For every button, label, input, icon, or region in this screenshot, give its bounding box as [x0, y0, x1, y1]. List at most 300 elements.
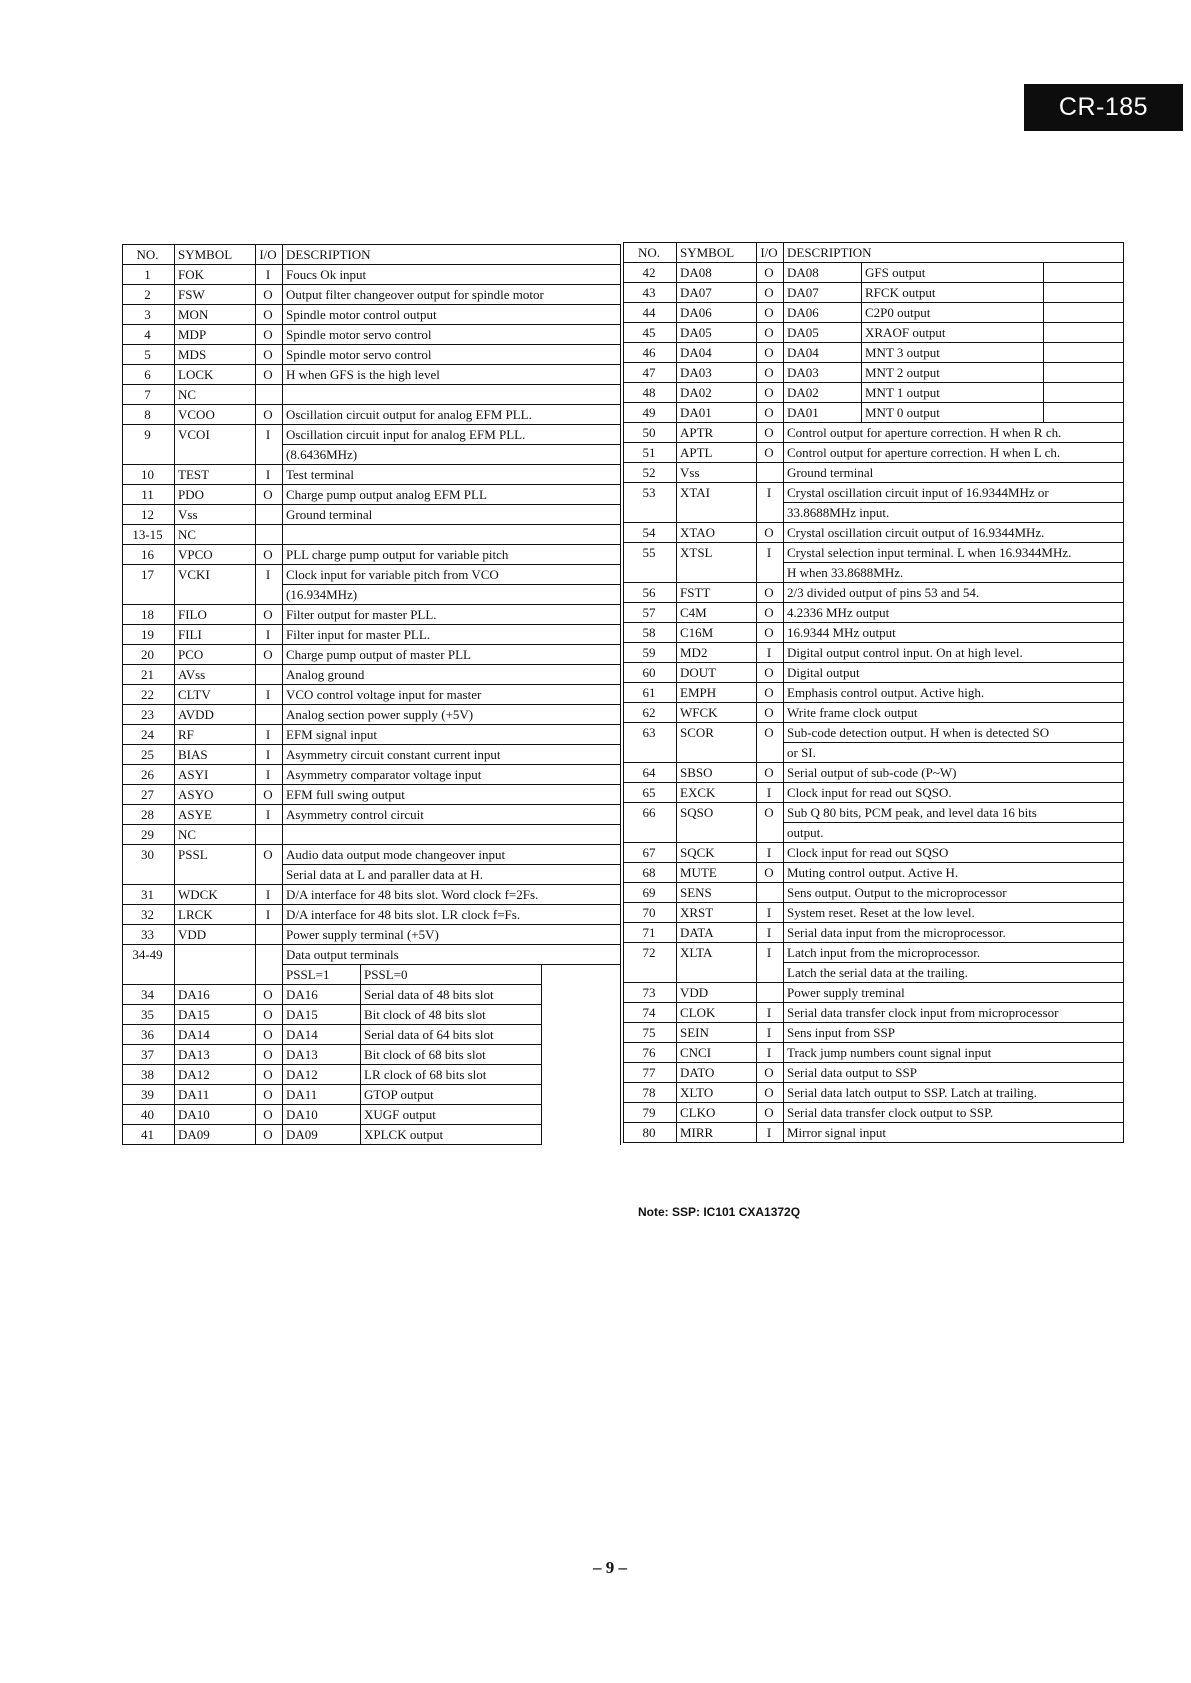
pin-io: O	[757, 363, 784, 383]
pin-number: 74	[624, 1003, 677, 1023]
pin-symbol: DA05	[677, 323, 757, 343]
pin-symbol: SBSO	[677, 763, 757, 783]
pin-number: 55	[624, 543, 677, 583]
pin-symbol: DA09	[175, 1125, 256, 1145]
pin-io	[757, 883, 784, 903]
blank-cell	[542, 1045, 621, 1065]
pin-number: 69	[624, 883, 677, 903]
pin-description: Serial data transfer clock input from microprocessor	[784, 1003, 1124, 1023]
pin-symbol: DA10	[175, 1105, 256, 1125]
pin-description: Foucs Ok input	[283, 265, 621, 285]
pin-symbol: DA16	[175, 985, 256, 1005]
pin-description: System reset. Reset at the low level.	[784, 903, 1124, 923]
table-row	[624, 643, 1124, 663]
pin-description: EFM signal input	[283, 725, 621, 745]
pin-io: O	[757, 283, 784, 303]
pin-io	[256, 825, 283, 845]
pin-io: I	[757, 1043, 784, 1063]
table-row	[123, 565, 621, 585]
blank-cell	[542, 1025, 621, 1045]
pin-io: O	[256, 645, 283, 665]
pin-description: Latch input from the microprocessor.	[784, 943, 1124, 963]
table-row	[123, 805, 621, 825]
pin-description-cont: 33.8688MHz input.	[784, 503, 1124, 523]
pin-description: Serial data transfer clock output to SSP.	[784, 1103, 1124, 1123]
pin-number: 77	[624, 1063, 677, 1083]
pssl0-value: MNT 0 output	[862, 403, 1044, 423]
pin-number: 24	[123, 725, 175, 745]
pin-number: 37	[123, 1045, 175, 1065]
header-symbol: SYMBOL	[677, 243, 757, 263]
pin-description: Serial output of sub-code (P~W)	[784, 763, 1124, 783]
pin-io: I	[757, 643, 784, 663]
table-row	[624, 923, 1124, 943]
pin-symbol: CNCI	[677, 1043, 757, 1063]
pin-io	[256, 945, 283, 985]
pin-number: 4	[123, 325, 175, 345]
table-row	[123, 605, 621, 625]
pssl1-value: DA06	[784, 303, 862, 323]
pin-description: Digital output control input. On at high level.	[784, 643, 1124, 663]
table-row	[624, 1083, 1124, 1103]
pin-symbol: DA13	[175, 1045, 256, 1065]
pssl0-value: Serial data of 64 bits slot	[361, 1025, 542, 1045]
pin-number: 61	[624, 683, 677, 703]
pin-io: O	[757, 1063, 784, 1083]
pin-symbol: MON	[175, 305, 256, 325]
pin-description: Clock input for variable pitch from VCO	[283, 565, 621, 585]
pin-io	[757, 463, 784, 483]
pin-symbol: VCOO	[175, 405, 256, 425]
pssl1-header: PSSL=1	[283, 965, 361, 985]
pin-number: 63	[624, 723, 677, 763]
page-number: – 9 –	[593, 1558, 627, 1577]
pin-table-right	[623, 242, 1124, 1143]
pin-number: 50	[624, 423, 677, 443]
pin-description: Oscillation circuit output for analog EFM PLL.	[283, 405, 621, 425]
pin-io: I	[757, 903, 784, 923]
pin-symbol: XTSL	[677, 543, 757, 583]
pin-symbol: ASYO	[175, 785, 256, 805]
table-row	[624, 483, 1124, 503]
pin-number: 48	[624, 383, 677, 403]
pin-io: O	[256, 1065, 283, 1085]
table-row	[624, 363, 1124, 383]
pin-description: PLL charge pump output for variable pitch	[283, 545, 621, 565]
header-io: I/O	[256, 245, 283, 265]
pin-io: O	[256, 605, 283, 625]
pin-number: 54	[624, 523, 677, 543]
table-row	[123, 485, 621, 505]
pin-number: 52	[624, 463, 677, 483]
pin-description: Serial data output to SSP	[784, 1063, 1124, 1083]
pssl1-value: DA13	[283, 1045, 361, 1065]
pin-table-right-body	[624, 263, 1124, 1143]
table-row	[123, 825, 621, 845]
pin-description: Crystal oscillation circuit input of 16.9344MHz or	[784, 483, 1124, 503]
header-symbol: SYMBOL	[175, 245, 256, 265]
pin-io: O	[757, 423, 784, 443]
pin-number: 73	[624, 983, 677, 1003]
pin-number: 58	[624, 623, 677, 643]
blank-cell	[542, 1105, 621, 1125]
pin-description: Control output for aperture correction. H when R ch.	[784, 423, 1124, 443]
table-header	[624, 243, 1124, 263]
pin-io: O	[757, 723, 784, 763]
pin-io: I	[757, 1123, 784, 1143]
pin-description: Power supply treminal	[784, 983, 1124, 1003]
pssl1-value: DA16	[283, 985, 361, 1005]
pin-table-left-body	[123, 265, 621, 1145]
table-row	[123, 385, 621, 405]
pin-number: 71	[624, 923, 677, 943]
pin-io: I	[757, 483, 784, 523]
table-row	[624, 883, 1124, 903]
pin-io: O	[256, 845, 283, 885]
pin-description: D/A interface for 48 bits slot. Word clock f=2Fs.	[283, 885, 621, 905]
pin-io: I	[757, 1023, 784, 1043]
pin-io	[256, 385, 283, 405]
table-row	[624, 323, 1124, 343]
pin-io: O	[757, 383, 784, 403]
pin-number: 72	[624, 943, 677, 983]
pin-description: Sub-code detection output. H when is detected SO	[784, 723, 1124, 743]
table-row	[624, 1023, 1124, 1043]
pin-number: 38	[123, 1065, 175, 1085]
pin-number: 43	[624, 283, 677, 303]
pin-io: I	[256, 265, 283, 285]
table-row	[123, 265, 621, 285]
blank-cell	[1044, 343, 1124, 363]
pssl1-value: DA12	[283, 1065, 361, 1085]
pssl0-value: XUGF output	[361, 1105, 542, 1125]
pin-number: 27	[123, 785, 175, 805]
blank-cell	[542, 1065, 621, 1085]
pin-io	[256, 705, 283, 725]
pin-number: 36	[123, 1025, 175, 1045]
table-row	[624, 763, 1124, 783]
table-row	[123, 925, 621, 945]
pin-number: 47	[624, 363, 677, 383]
table-row	[624, 1043, 1124, 1063]
pin-description: Mirror signal input	[784, 1123, 1124, 1143]
pin-number: 20	[123, 645, 175, 665]
pin-number: 9	[123, 425, 175, 465]
pin-description: Spindle motor servo control	[283, 325, 621, 345]
pin-io: O	[757, 623, 784, 643]
pin-symbol: MDP	[175, 325, 256, 345]
pin-io: O	[256, 1005, 283, 1025]
header-description: DESCRIPTION	[283, 245, 621, 265]
pssl1-value: DA02	[784, 383, 862, 403]
pin-symbol: XTAI	[677, 483, 757, 523]
data-block-title-row	[123, 945, 621, 965]
table-row	[123, 745, 621, 765]
table-row	[624, 1103, 1124, 1123]
pin-io: O	[757, 1083, 784, 1103]
pin-description: Power supply terminal (+5V)	[283, 925, 621, 945]
pin-symbol: MIRR	[677, 1123, 757, 1143]
pin-io: O	[256, 1125, 283, 1145]
pin-symbol: ASYE	[175, 805, 256, 825]
table-row	[123, 625, 621, 645]
pin-description: 4.2336 MHz output	[784, 603, 1124, 623]
table-row	[123, 685, 621, 705]
pssl0-header: PSSL=0	[361, 965, 542, 985]
table-row	[624, 403, 1124, 423]
table-row	[624, 803, 1124, 823]
pin-number: 6	[123, 365, 175, 385]
pin-number: 66	[624, 803, 677, 843]
pin-description: Asymmetry comparator voltage input	[283, 765, 621, 785]
pin-io: I	[256, 465, 283, 485]
pin-io: O	[757, 763, 784, 783]
pin-number: 64	[624, 763, 677, 783]
pin-description: Clock input for read out SQSO	[784, 843, 1124, 863]
table-row	[624, 903, 1124, 923]
table-row	[624, 543, 1124, 563]
pin-description: Test terminal	[283, 465, 621, 485]
pin-io: O	[757, 683, 784, 703]
table-row	[123, 365, 621, 385]
pin-number: 28	[123, 805, 175, 825]
blank-cell	[1044, 303, 1124, 323]
pin-io: O	[757, 323, 784, 343]
table-row	[123, 1005, 621, 1025]
table-row	[624, 303, 1124, 323]
pin-number: 75	[624, 1023, 677, 1043]
pin-number: 65	[624, 783, 677, 803]
pin-description-cont: (16.934MHz)	[283, 585, 621, 605]
pin-description: Filter input for master PLL.	[283, 625, 621, 645]
table-row	[624, 863, 1124, 883]
pin-symbol: VCKI	[175, 565, 256, 605]
pin-description: Sens output. Output to the microprocessor	[784, 883, 1124, 903]
pin-number: 44	[624, 303, 677, 323]
pin-number: 40	[123, 1105, 175, 1125]
pin-io: O	[256, 365, 283, 385]
pin-io: O	[757, 663, 784, 683]
table-row	[624, 523, 1124, 543]
pin-io: O	[757, 523, 784, 543]
ssp-note: Note: SSP: IC101 CXA1372Q	[638, 1205, 801, 1219]
pin-number: 5	[123, 345, 175, 365]
pin-symbol: EXCK	[677, 783, 757, 803]
pssl0-value: GTOP output	[361, 1085, 542, 1105]
pin-number: 31	[123, 885, 175, 905]
pin-io: O	[757, 583, 784, 603]
pin-description: Digital output	[784, 663, 1124, 683]
pin-description-cont: Serial data at L and paraller data at H.	[283, 865, 621, 885]
pin-description: Sub Q 80 bits, PCM peak, and level data 16 bits	[784, 803, 1124, 823]
pin-io: I	[256, 745, 283, 765]
pin-number: 21	[123, 665, 175, 685]
pin-symbol: LOCK	[175, 365, 256, 385]
pin-description: Sens input from SSP	[784, 1023, 1124, 1043]
pin-number: 30	[123, 845, 175, 885]
table-row	[123, 325, 621, 345]
pin-symbol: DA06	[677, 303, 757, 323]
pin-description: VCO control voltage input for master	[283, 685, 621, 705]
table-row	[624, 583, 1124, 603]
pin-symbol: C4M	[677, 603, 757, 623]
pin-number: 26	[123, 765, 175, 785]
table-row	[123, 845, 621, 865]
pin-io: I	[757, 923, 784, 943]
pin-number: 33	[123, 925, 175, 945]
pin-symbol: CLKO	[677, 1103, 757, 1123]
table-row	[624, 1003, 1124, 1023]
pin-description: Audio data output mode changeover input	[283, 845, 621, 865]
pin-symbol: FOK	[175, 265, 256, 285]
table-row	[624, 723, 1124, 743]
pin-number: 34	[123, 985, 175, 1005]
table-row	[123, 425, 621, 445]
blank-cell	[542, 1085, 621, 1105]
pin-symbol: SCOR	[677, 723, 757, 763]
pin-io	[256, 665, 283, 685]
pin-number: 68	[624, 863, 677, 883]
pin-number: 45	[624, 323, 677, 343]
pssl1-value: DA01	[784, 403, 862, 423]
blank-cell	[542, 985, 621, 1005]
pin-io	[256, 925, 283, 945]
pin-io: O	[757, 803, 784, 843]
pin-number: 41	[123, 1125, 175, 1145]
header-description: DESCRIPTION	[784, 243, 1124, 263]
pin-symbol: FSTT	[677, 583, 757, 603]
pin-description: 16.9344 MHz output	[784, 623, 1124, 643]
table-row	[624, 1063, 1124, 1083]
pin-io: O	[256, 285, 283, 305]
pin-description: Filter output for master PLL.	[283, 605, 621, 625]
table-row	[624, 983, 1124, 1003]
pin-symbol: TEST	[175, 465, 256, 485]
pin-description: Analog section power supply (+5V)	[283, 705, 621, 725]
table-row	[123, 545, 621, 565]
table-row	[624, 703, 1124, 723]
table-row	[624, 843, 1124, 863]
pin-symbol: LRCK	[175, 905, 256, 925]
blank-cell	[542, 965, 621, 985]
pin-io: I	[256, 765, 283, 785]
pin-symbol: APTL	[677, 443, 757, 463]
table-row	[123, 645, 621, 665]
pin-io	[256, 525, 283, 545]
blank-cell	[1044, 263, 1124, 283]
table-row	[123, 1025, 621, 1045]
pssl0-value: XPLCK output	[361, 1125, 542, 1145]
pin-io: O	[757, 603, 784, 623]
pin-number: 57	[624, 603, 677, 623]
pin-description: 2/3 divided output of pins 53 and 54.	[784, 583, 1124, 603]
pin-io: I	[256, 905, 283, 925]
header-io: I/O	[757, 243, 784, 263]
pin-symbol: FSW	[175, 285, 256, 305]
pin-number: 60	[624, 663, 677, 683]
pin-symbol: VCOI	[175, 425, 256, 465]
pin-symbol: VDD	[175, 925, 256, 945]
pin-symbol: EMPH	[677, 683, 757, 703]
table-row	[123, 345, 621, 365]
pin-io: O	[256, 325, 283, 345]
pin-description	[283, 525, 621, 545]
pin-io: I	[256, 685, 283, 705]
pssl0-value: Serial data of 48 bits slot	[361, 985, 542, 1005]
pin-description	[283, 385, 621, 405]
pin-io: I	[256, 805, 283, 825]
pin-io: I	[256, 625, 283, 645]
pin-number: 10	[123, 465, 175, 485]
pin-io: I	[757, 783, 784, 803]
pin-description: Track jump numbers count signal input	[784, 1043, 1124, 1063]
table-row	[624, 663, 1124, 683]
pin-number: 12	[123, 505, 175, 525]
pssl0-value: RFCK output	[862, 283, 1044, 303]
table-row	[123, 1065, 621, 1085]
pin-description-cont: (8.6436MHz)	[283, 445, 621, 465]
pin-number: 67	[624, 843, 677, 863]
pin-symbol: BIAS	[175, 745, 256, 765]
pin-io: O	[757, 403, 784, 423]
table-row	[123, 505, 621, 525]
table-row	[123, 725, 621, 745]
pin-symbol: Vss	[677, 463, 757, 483]
pin-symbol: MUTE	[677, 863, 757, 883]
pin-description-cont: output.	[784, 823, 1124, 843]
table-row	[624, 343, 1124, 363]
pin-number: 79	[624, 1103, 677, 1123]
pin-number: 18	[123, 605, 175, 625]
pin-symbol: DA04	[677, 343, 757, 363]
pin-number: 3	[123, 305, 175, 325]
pin-description-cont: or SI.	[784, 743, 1124, 763]
pin-symbol: C16M	[677, 623, 757, 643]
pin-number: 8	[123, 405, 175, 425]
pin-symbol: XTAO	[677, 523, 757, 543]
pssl1-value: DA03	[784, 363, 862, 383]
pin-symbol: MDS	[175, 345, 256, 365]
pssl1-value: DA05	[784, 323, 862, 343]
table-row	[624, 263, 1124, 283]
pin-symbol: FILI	[175, 625, 256, 645]
pin-number: 1	[123, 265, 175, 285]
pin-number: 16	[123, 545, 175, 565]
table-row	[123, 705, 621, 725]
pin-io: O	[757, 703, 784, 723]
pin-description: Clock input for read out SQSO.	[784, 783, 1124, 803]
table-row	[624, 623, 1124, 643]
pin-description: Spindle motor servo control	[283, 345, 621, 365]
blank-cell	[1044, 323, 1124, 343]
pin-symbol: DA14	[175, 1025, 256, 1045]
table-row	[123, 285, 621, 305]
pin-symbol: DOUT	[677, 663, 757, 683]
pin-number: 25	[123, 745, 175, 765]
pin-io: O	[757, 443, 784, 463]
pin-symbol: DATO	[677, 1063, 757, 1083]
pin-io: O	[256, 1045, 283, 1065]
table-row	[123, 1045, 621, 1065]
pin-description: Ground terminal	[283, 505, 621, 525]
pin-description: Crystal selection input terminal. L when 16.9344MHz.	[784, 543, 1124, 563]
pssl1-value: DA07	[784, 283, 862, 303]
pin-io: O	[256, 1025, 283, 1045]
pin-symbol: DA07	[677, 283, 757, 303]
pin-description: Analog ground	[283, 665, 621, 685]
pin-io: O	[757, 1103, 784, 1123]
pin-number: 13-15	[123, 525, 175, 545]
